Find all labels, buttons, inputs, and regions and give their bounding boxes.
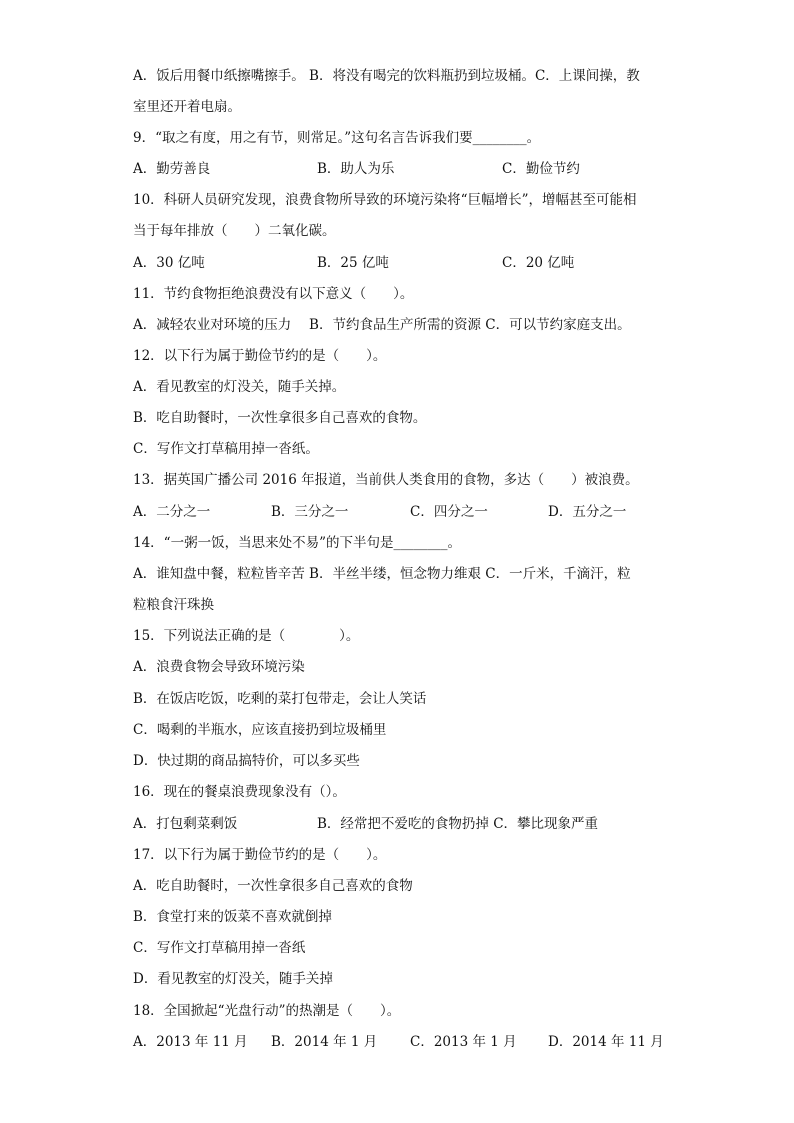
q9-option-b: B．助人为乐 bbox=[317, 161, 395, 177]
q12-stem: 12．以下行为属于勤俭节约的是（ ）。 bbox=[133, 348, 387, 364]
q16-option-a: A．打包剩菜剩饭 bbox=[133, 816, 238, 832]
q10-option-c: C．20 亿吨 bbox=[502, 255, 575, 271]
q10-option-b: B．25 亿吨 bbox=[317, 255, 389, 271]
q16-option-bc: B．经常把不爱吃的食物扔掉 C．攀比现象严重 bbox=[317, 816, 599, 832]
q13-option-a: A．二分之一 bbox=[133, 504, 211, 520]
q18-option-a: A．2013 年 11 月 bbox=[133, 1034, 248, 1050]
q15-option-a: A．浪费食物会导致环境污染 bbox=[133, 659, 305, 675]
q9-option-a: A．勤劳善良 bbox=[133, 161, 211, 177]
q10-stem-line1: 10．科研人员研究发现，浪费食物所导致的环境污染将“巨幅增长”，增幅甚至可能相 bbox=[133, 192, 637, 208]
q17-option-b: B．食堂打来的饭菜不喜欢就倒掉 bbox=[133, 909, 332, 925]
q14-stem: 14．“一粥一饭，当思来处不易”的下半句是________。 bbox=[133, 535, 461, 551]
q9-stem: 9．“取之有度，用之有节，则常足。”这句名言告诉我们要________。 bbox=[133, 130, 541, 146]
q13-option-b: B．三分之一 bbox=[271, 504, 349, 520]
q14-options-line1: A．谁知盘中餐，粒粒皆辛苦 B．半丝半缕，恒念物力维艰 C．一斤米，千滴汗，粒 bbox=[133, 566, 631, 582]
q8-options-line1: A．饭后用餐巾纸擦嘴擦手。 B．将没有喝完的饮料瓶扔到垃圾桶。C．上课间操，教 bbox=[133, 68, 640, 84]
q17-stem: 17．以下行为属于勤俭节约的是（ ）。 bbox=[133, 847, 387, 863]
q17-option-a: A．吃自助餐时，一次性拿很多自己喜欢的食物 bbox=[133, 878, 413, 894]
q8-options-line2: 室里还开着电扇。 bbox=[133, 99, 241, 115]
q13-option-c: C．四分之一 bbox=[410, 504, 488, 520]
q11-options: A．减轻农业对环境的压力 B．节约食品生产所需的资源 C．可以节约家庭支出。 bbox=[133, 317, 631, 333]
q11-stem: 11．节约食物拒绝浪费没有以下意义（ ）。 bbox=[133, 286, 414, 302]
q15-option-c: C．喝剩的半瓶水，应该直接扔到垃圾桶里 bbox=[133, 722, 387, 738]
q18-option-b: B．2014 年 1 月 bbox=[271, 1034, 378, 1050]
q18-stem: 18．全国掀起“光盘行动”的热潮是（ ）。 bbox=[133, 1003, 401, 1019]
q15-stem: 15．下列说法正确的是（ ）。 bbox=[133, 628, 360, 644]
q13-option-d: D．五分之一 bbox=[548, 504, 627, 520]
q12-option-a: A．看见教室的灯没关，随手关掉。 bbox=[133, 379, 346, 395]
q15-option-b: B．在饭店吃饭，吃剩的菜打包带走，会让人笑话 bbox=[133, 691, 427, 707]
q12-option-b: B．吃自助餐时，一次性拿很多自己喜欢的食物。 bbox=[133, 410, 427, 426]
q18-option-d: D．2014 年 11 月 bbox=[548, 1034, 664, 1050]
q14-options-line2: 粒粮食汗珠换 bbox=[133, 597, 214, 613]
q12-option-c: C．写作文打草稿用掉一沓纸。 bbox=[133, 441, 319, 457]
q18-option-c: C．2013 年 1 月 bbox=[410, 1034, 517, 1050]
q10-stem-line2: 当于每年排放（ ）二氧化碳。 bbox=[133, 223, 336, 239]
q16-stem: 16．现在的餐桌浪费现象没有（）。 bbox=[133, 784, 346, 800]
q9-option-c: C．勤俭节约 bbox=[502, 161, 580, 177]
q17-option-c: C．写作文打草稿用掉一沓纸 bbox=[133, 940, 306, 956]
q13-stem: 13．据英国广播公司 2016 年报道，当前供人类食用的食物，多达（ ）被浪费。 bbox=[133, 472, 639, 488]
q15-option-d: D．快过期的商品搞特价，可以多买些 bbox=[133, 753, 360, 769]
q10-option-a: A．30 亿吨 bbox=[133, 255, 205, 271]
q17-option-d: D．看见教室的灯没关，随手关掉 bbox=[133, 971, 333, 987]
